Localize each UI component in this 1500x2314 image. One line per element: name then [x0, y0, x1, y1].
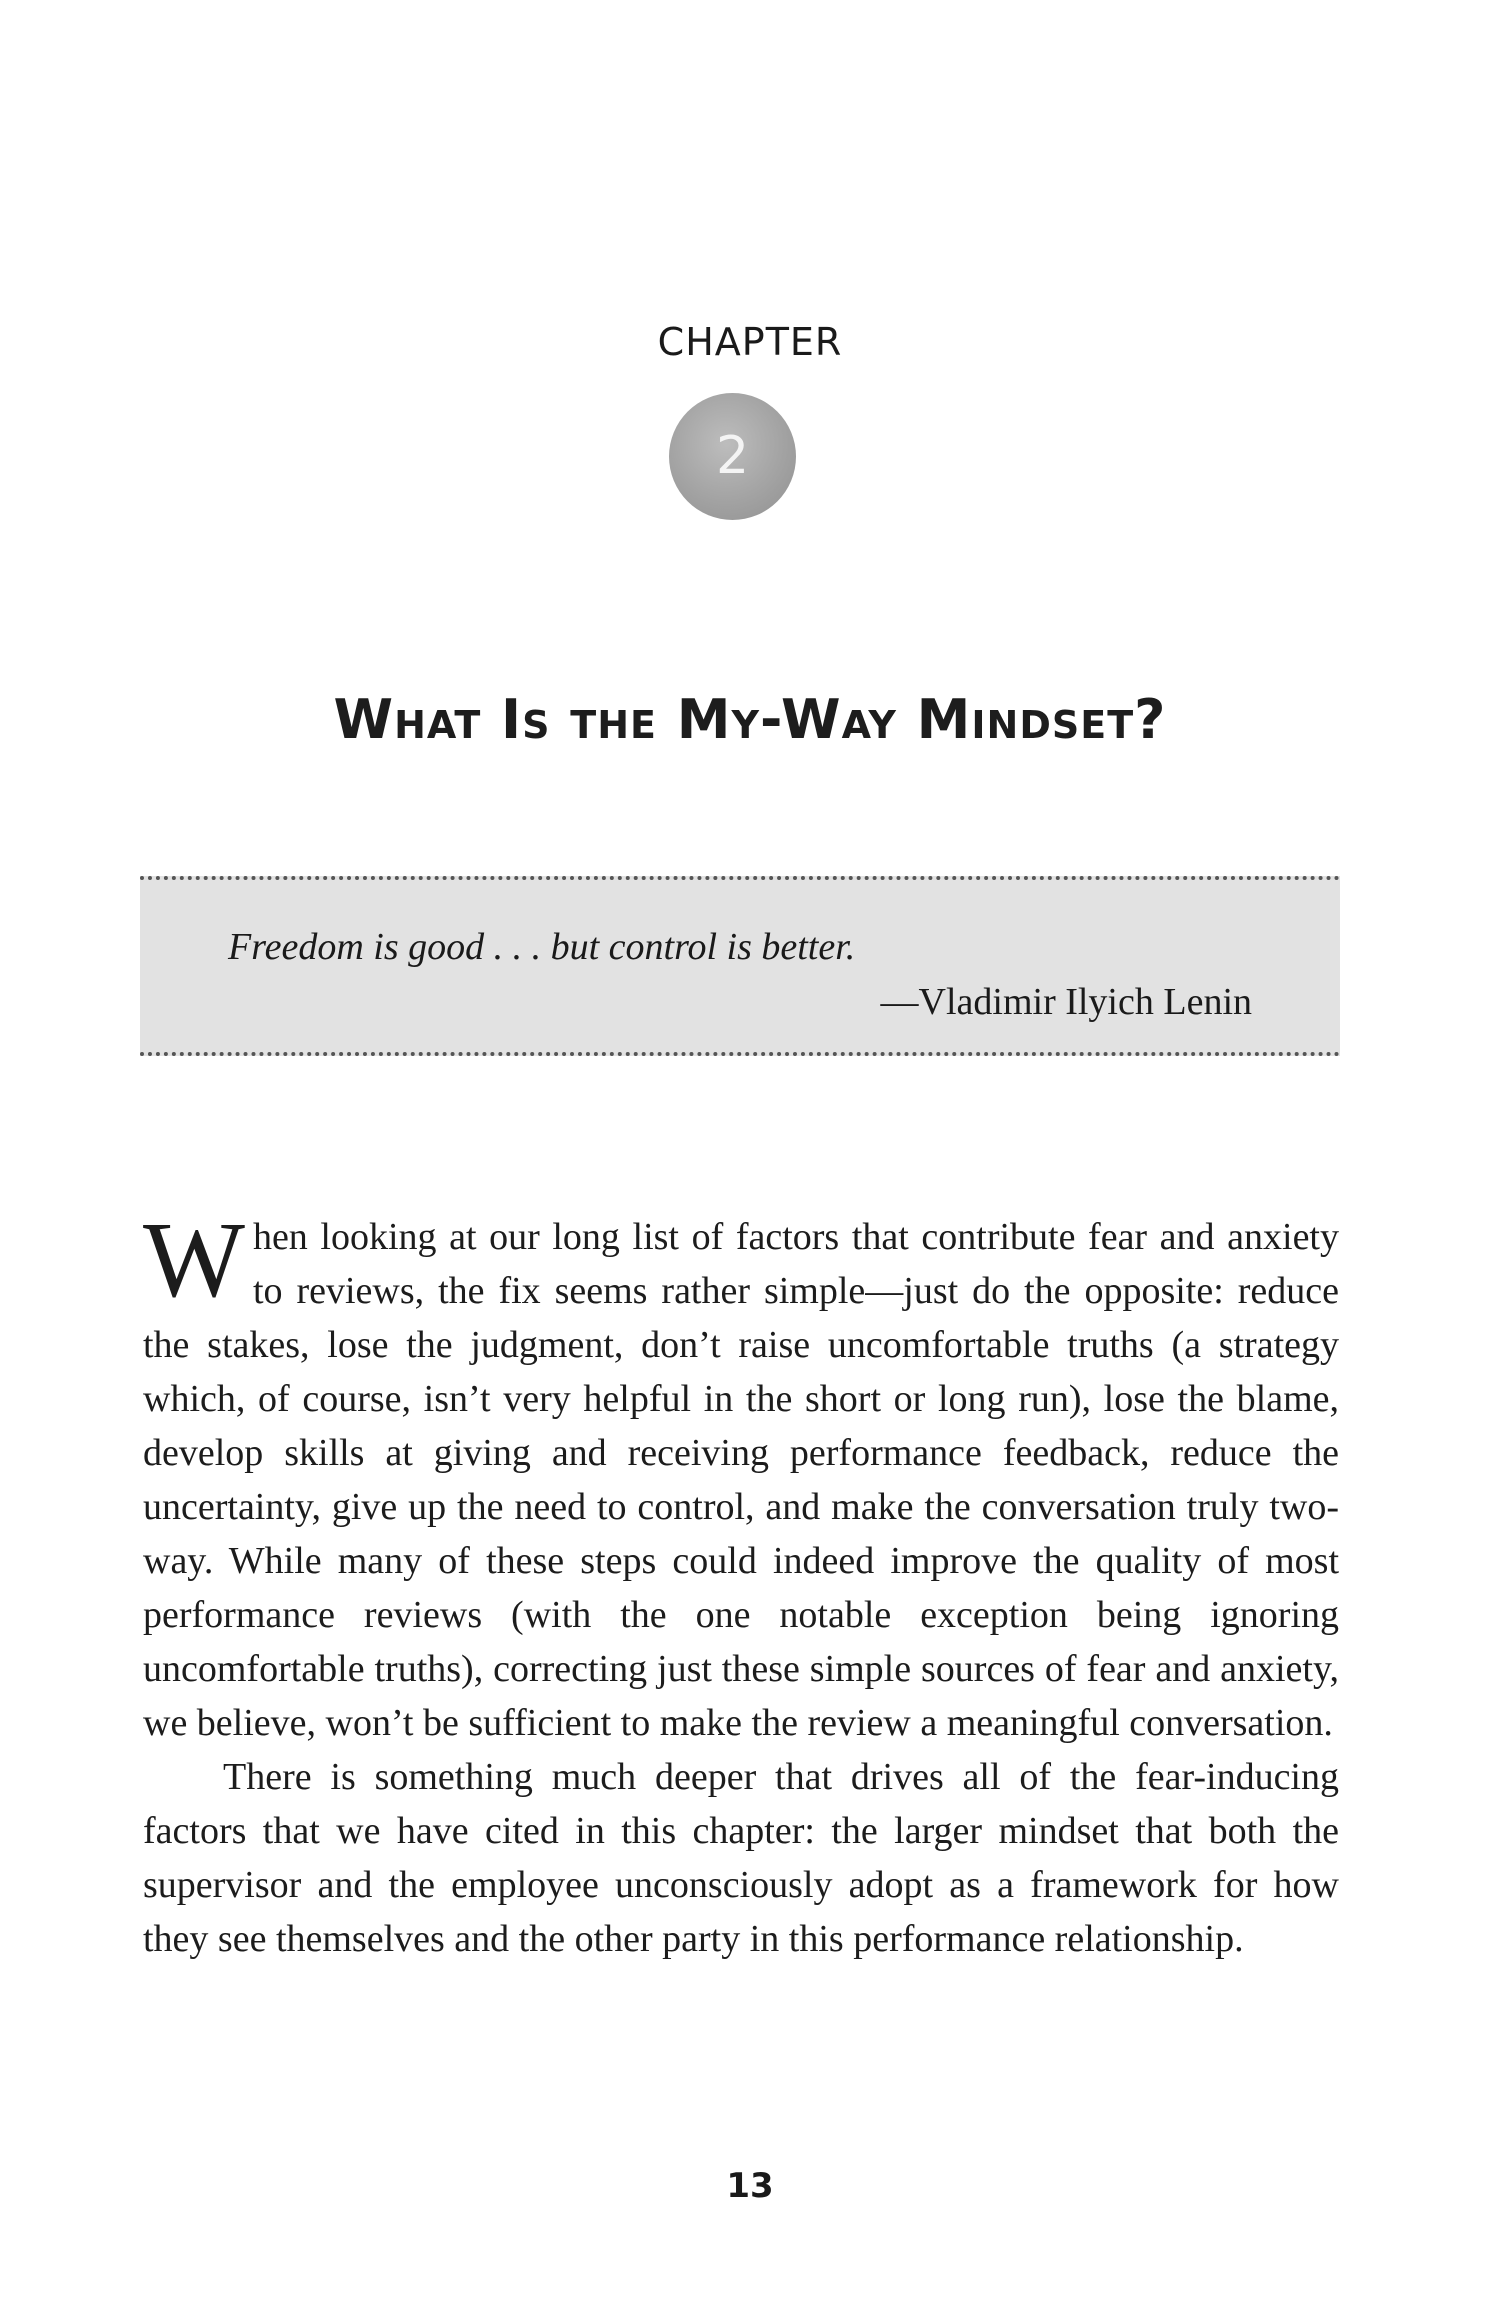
chapter-label: CHAPTER	[657, 320, 843, 364]
paragraph-1	[143, 1201, 1339, 1750]
paragraph-2: There is something much deeper that drives all of the fear-inducing factors that we have cited in this chapter: the larger mindset that both the supervisor and the employee unconsciously adopt as a framework for how they see themselves and the other party in this performance relationship.	[143, 1756, 1339, 1960]
page-number: 13	[726, 2166, 774, 2206]
drop-cap: W	[143, 1201, 245, 1320]
epigraph-quote: Freedom is good . . . but control is better.	[228, 926, 856, 968]
paragraph-1-text: hen looking at our long list of factors that contribute fear and anxiety to reviews, the fix seems rather simple—just do the opposite: reduce the stakes, lose the judgment, don’t raise uncomfortable truths (a strategy which, of course, isn’t very helpful in the short or long run), lose the blame, develop skills at giving and receiving performance feedback, reduce the uncertainty, give up the need to control, and make the conversation truly two-way. While many of these steps could indeed improve the quality of most performance reviews (with the one notable exception being ignoring uncomfortable truths), correcting just these simple sources of fear and anxiety, we believe, won’t be sufficient to make the review a meaningful conversation.	[143, 1216, 1339, 1744]
epigraph-box	[140, 876, 1340, 1056]
chapter-title: What Is the My-Way Mindset?	[333, 688, 1167, 751]
epigraph-attribution: —Vladimir Ilyich Lenin	[880, 981, 1252, 1023]
chapter-number-badge: 2	[669, 393, 796, 520]
body-text	[143, 1201, 1339, 1966]
